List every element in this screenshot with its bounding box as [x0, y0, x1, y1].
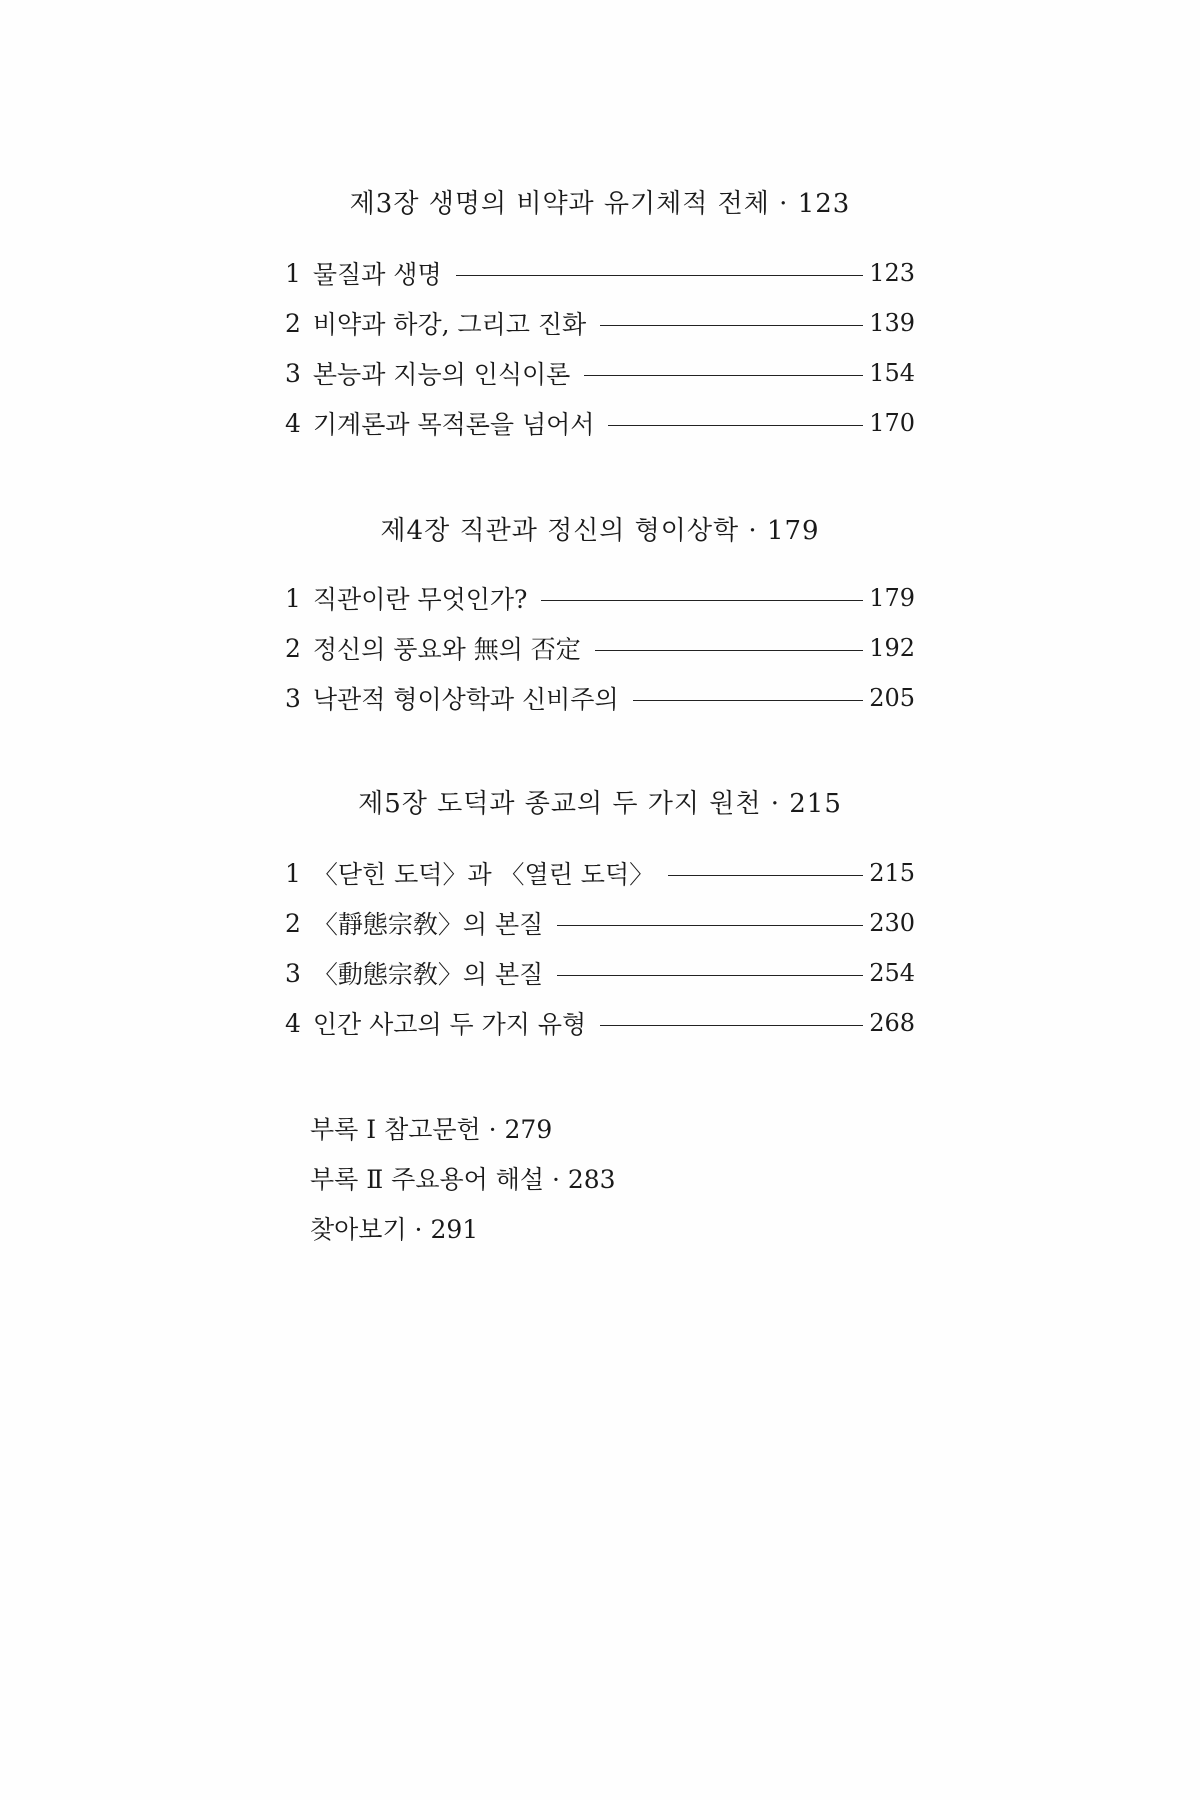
entry-page: 123: [869, 259, 915, 287]
leader-line: [633, 700, 864, 701]
entry-number: 1: [285, 858, 301, 888]
entry-number: 3: [285, 358, 301, 388]
entry-page: 268: [869, 1009, 915, 1037]
toc-entry: [285, 580, 915, 616]
entry-label: 〈靜態宗敎〉의 본질: [312, 910, 544, 939]
entry-page: 179: [869, 584, 915, 612]
entry-page: 154: [869, 359, 915, 387]
entry-label: 직관이란 무엇인가?: [312, 585, 528, 614]
entry-page: 254: [869, 959, 915, 987]
entry-number: 4: [285, 408, 301, 438]
entry-page: 215: [869, 859, 915, 887]
toc-entry: [285, 855, 915, 891]
entry-number: 1: [285, 583, 301, 613]
entry-label: 〈動態宗敎〉의 본질: [312, 960, 544, 989]
entry-label: 인간 사고의 두 가지 유형: [312, 1010, 587, 1039]
index-item: 찾아보기 · 291: [310, 1215, 479, 1244]
chapter-3-title: 제3장 생명의 비약과 유기체적 전체 · 123: [349, 189, 851, 219]
leader-line: [600, 325, 863, 326]
entry-label: 정신의 풍요와 無의 否定: [312, 635, 581, 664]
leader-line: [557, 975, 863, 976]
chapter-5-title: 제5장 도덕과 종교의 두 가지 원천 · 215: [358, 789, 842, 819]
appendix-item: 부록 Ⅰ 참고문헌 · 279: [310, 1115, 553, 1144]
leader-line: [456, 275, 864, 276]
leader-line: [584, 375, 863, 376]
entry-number: 3: [285, 683, 301, 713]
entry-number: 4: [285, 1008, 301, 1038]
leader-line: [557, 925, 863, 926]
toc-entry: [285, 905, 915, 941]
entry-page: 170: [869, 409, 915, 437]
entry-page: 139: [869, 309, 915, 337]
toc-entry: [285, 405, 915, 441]
leader-line: [541, 600, 863, 601]
toc-entry: [285, 305, 915, 341]
toc-entry: [285, 630, 915, 666]
entry-page: 205: [869, 684, 915, 712]
entry-number: 3: [285, 958, 301, 988]
leader-line: [600, 1025, 863, 1026]
chapter-4-title: 제4장 직관과 정신의 형이상학 · 179: [380, 516, 820, 546]
toc-entry: [285, 1005, 915, 1041]
leader-line: [595, 650, 863, 651]
entry-label: 낙관적 형이상학과 신비주의: [312, 685, 619, 714]
entry-label: 〈닫힌 도덕〉과 〈열린 도덕〉: [312, 860, 655, 889]
entry-label: 비약과 하강, 그리고 진화: [312, 310, 587, 339]
entry-number: 2: [285, 908, 301, 938]
entry-page: 230: [869, 909, 915, 937]
toc-entry: [285, 955, 915, 991]
entry-label: 본능과 지능의 인식이론: [312, 360, 571, 389]
entry-label: 기계론과 목적론을 넘어서: [312, 410, 595, 439]
entry-number: 2: [285, 308, 301, 338]
entry-label: 물질과 생명: [312, 260, 442, 289]
toc-entry: [285, 355, 915, 391]
entry-page: 192: [869, 634, 915, 662]
leader-line: [668, 875, 863, 876]
toc-entry: [285, 680, 915, 716]
toc-entry: [285, 255, 915, 291]
entry-number: 2: [285, 633, 301, 663]
leader-line: [608, 425, 863, 426]
entry-number: 1: [285, 258, 301, 288]
appendix-item: 부록 Ⅱ 주요용어 해설 · 283: [310, 1165, 616, 1194]
